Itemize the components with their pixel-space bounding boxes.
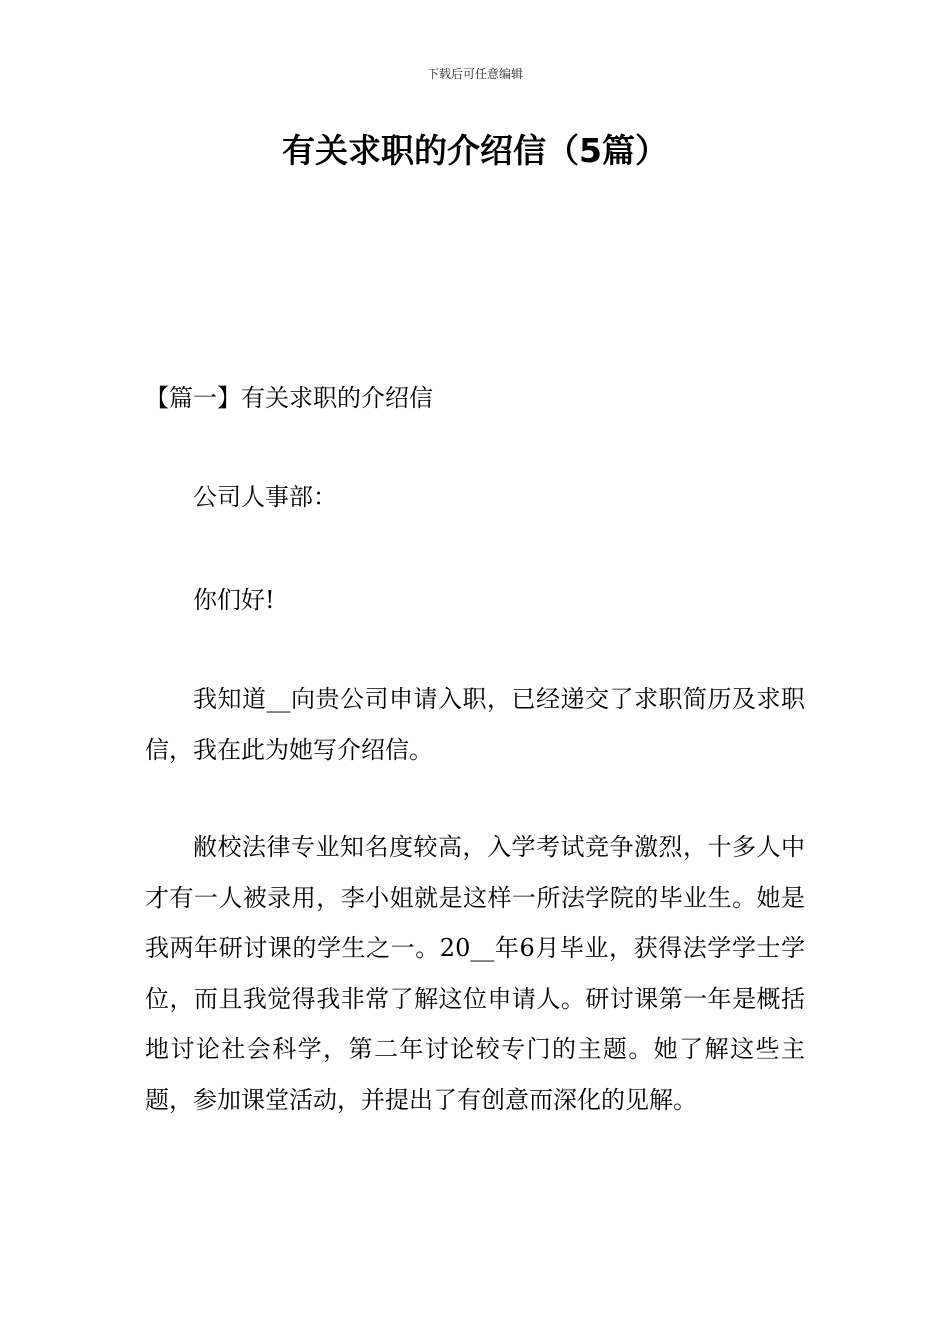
section-heading: 【篇一】有关求职的介绍信 [145, 384, 433, 412]
header-note: 下载后可任意编辑 [426, 67, 523, 81]
document-title: 有关求职的介绍信（5篇） [282, 131, 668, 170]
salutation-paragraph: 公司人事部： [193, 483, 337, 511]
greeting-paragraph: 你们好! [193, 586, 275, 614]
body-paragraph-intro: 我知道__向贵公司申请入职，已经递交了求职简历及求职信，我在此为她写介绍信。 [145, 685, 805, 764]
body-paragraph-background: 敝校法律专业知名度较高，入学考试竞争激烈，十多人中才有一人被录用，李小姐就是这样一所法学院的毕业生。她是我两年研讨课的学生之一。20__年6月毕业，获得法学学士学位，而且我觉得我非常了解这位申请人。研讨课第一年是概括地讨论社会科学，第二年讨论较专门的主题。她了解这些主题，参加课堂活动，并提出了有创意而深化的见解。 [145, 833, 805, 1114]
